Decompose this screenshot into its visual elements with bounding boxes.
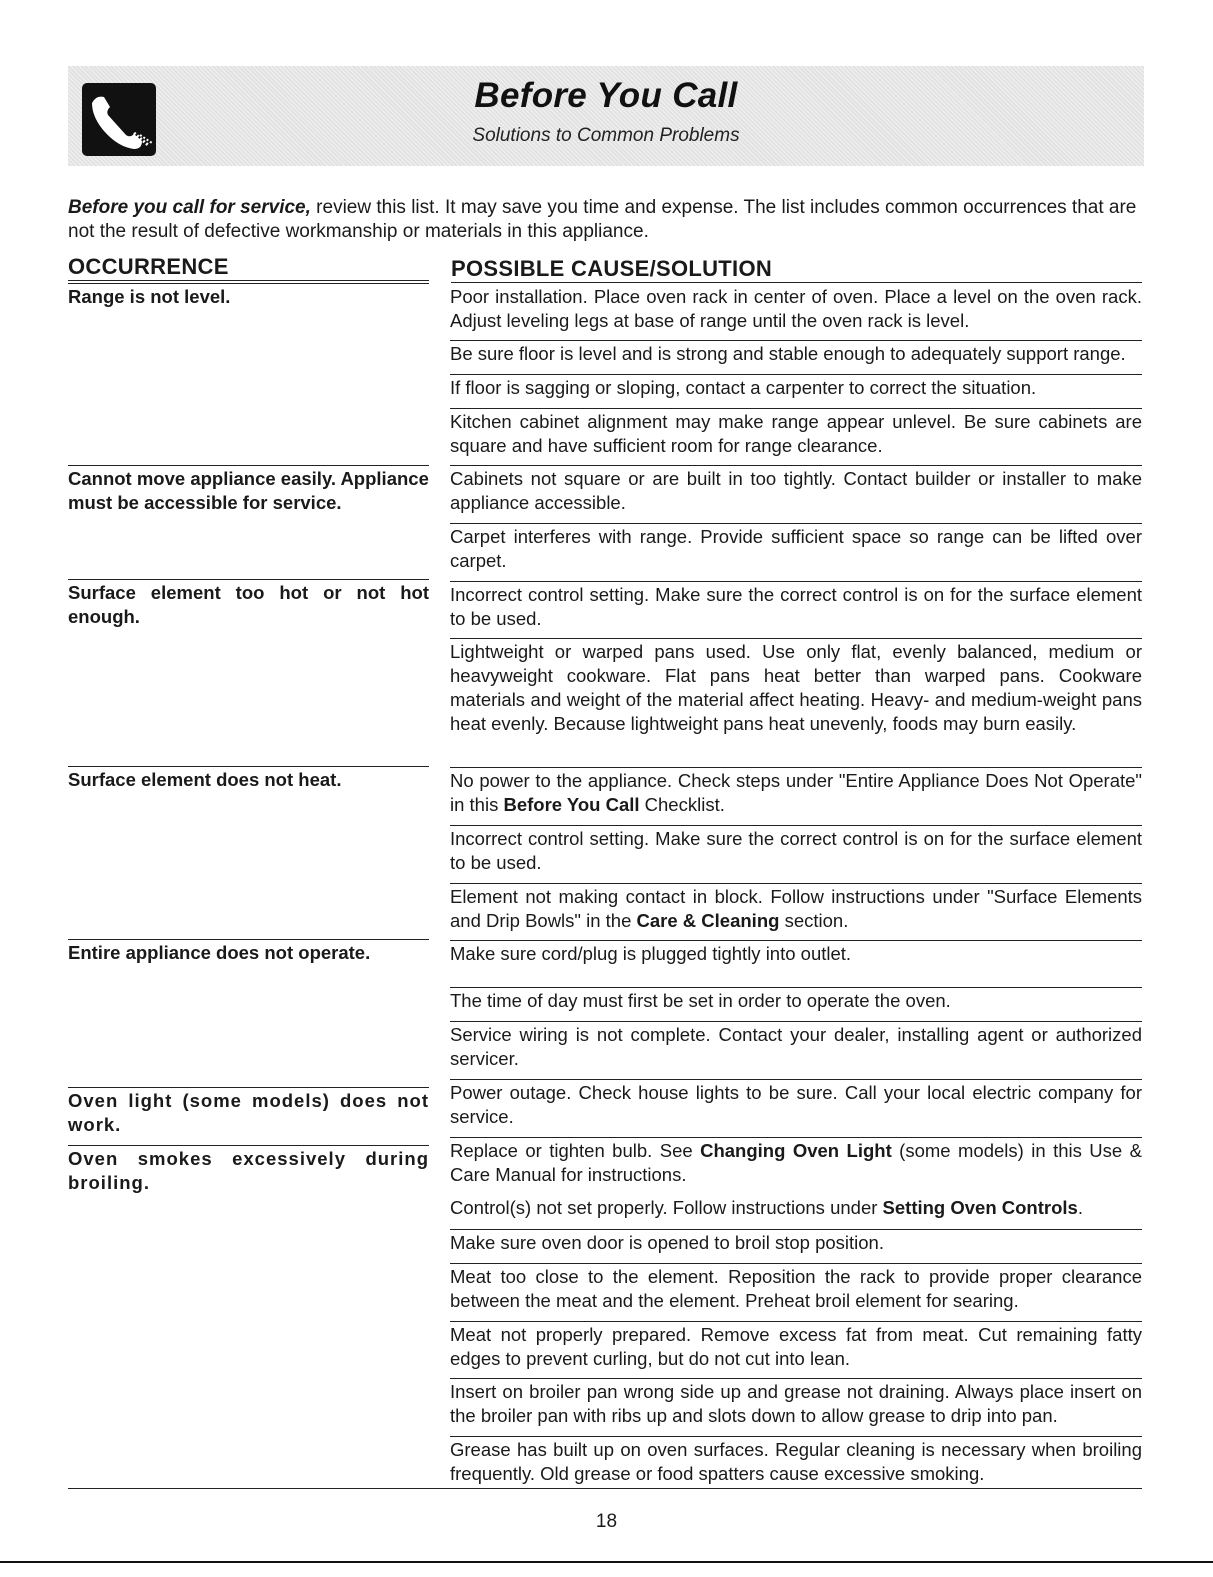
solution-heading: POSSIBLE CAUSE/SOLUTION [451, 256, 1142, 283]
solution-item: Carpet interferes with range. Provide sufficient space so range can be lifted over carpet. [450, 523, 1142, 573]
solution-item: Cabinets not square or are built in too tightly. Contact builder or installer to make appliance accessible. [450, 465, 1142, 515]
intro-text: review this list. It may save you time and expense. The list includes common occurrences that are not the result of defective workmanship or materials in this appliance. [68, 197, 1137, 242]
page-title: Before You Call [474, 76, 738, 115]
solution-item: Poor installation. Place oven rack in center of oven. Place a level on the oven rack. Adjust leveling legs at base of range until the oven rack is level. [450, 286, 1142, 331]
solution-item: Kitchen cabinet alignment may make range appear unlevel. Be sure cabinets are square and have sufficient room for range clearance. [450, 408, 1142, 458]
solution-item: Power outage. Check house lights to be sure. Call your local electric company for service. [450, 1079, 1142, 1129]
header-banner [68, 66, 1144, 166]
bottom-divider [68, 1488, 1142, 1489]
page-number: 18 [595, 1511, 618, 1532]
occurrence-oven-smokes: Oven smokes excessively during broiling. [68, 1145, 429, 1195]
solution-item: Control(s) not set properly. Follow instructions under Setting Oven Controls. [450, 1197, 1083, 1218]
occurrence-range-not-level: Range is not level. [68, 283, 429, 309]
occurrence-surface-no-heat: Surface element does not heat. [68, 766, 429, 792]
footer-divider [0, 1561, 1213, 1563]
solution-item: Make sure cord/plug is plugged tightly into outlet. [450, 940, 1142, 966]
solution-item: Insert on broiler pan wrong side up and grease not draining. Always place insert on the broiler pan with ribs up and slots down to allow grease to drip into pan. [450, 1378, 1142, 1428]
solution-item: Be sure floor is level and is strong and stable enough to adequately support range. [450, 340, 1142, 366]
occurrence-surface-hot: Surface element too hot or not hot enough. [68, 579, 429, 629]
intro-paragraph [68, 196, 1146, 244]
solution-item: Element not making contact in block. Follow instructions under "Surface Elements and Drip Bowls" in the Care & Cleaning section. [450, 883, 1142, 933]
page-subtitle: Solutions to Common Problems [472, 125, 740, 146]
solution-item: Incorrect control setting. Make sure the correct control is on for the surface element to be used. [450, 581, 1142, 631]
occurrence-oven-light: Oven light (some models) does not work. [68, 1087, 429, 1137]
solution-item: Make sure oven door is opened to broil stop position. [450, 1229, 1142, 1255]
solution-item: Service wiring is not complete. Contact your dealer, installing agent or authorized servicer. [450, 1021, 1142, 1071]
solution-item: If floor is sagging or sloping, contact a carpenter to correct the situation. [450, 374, 1142, 400]
solution-item: No power to the appliance. Check steps under "Entire Appliance Does Not Operate" in this Before You Call Checklist. [450, 767, 1142, 817]
solution-item: Replace or tighten bulb. See Changing Oven Light (some models) in this Use & Care Manual for instructions. [450, 1137, 1142, 1187]
solution-item: Incorrect control setting. Make sure the correct control is on for the surface element to be used. [450, 825, 1142, 875]
intro-lead: Before you call for service, [68, 197, 311, 218]
occurrence-heading: OCCURRENCE [68, 254, 429, 281]
occurrence-cannot-move: Cannot move appliance easily. Appliance must be accessible for service. [68, 465, 429, 515]
solution-item: Meat too close to the element. Reposition the rack to provide proper clearance between the meat and the element. Preheat broil element for searing. [450, 1263, 1142, 1313]
solution-item: The time of day must first be set in order to operate the oven. [450, 987, 1142, 1013]
solution-item: Meat not properly prepared. Remove excess fat from meat. Cut remaining fatty edges to prevent curling, but do not cut into lean. [450, 1321, 1142, 1371]
occurrence-appliance-no-operate: Entire appliance does not operate. [68, 939, 429, 965]
solution-item: Grease has built up on oven surfaces. Regular cleaning is necessary when broiling frequently. Old grease or food spatters cause excessive smoking. [450, 1436, 1142, 1486]
solution-item: Lightweight or warped pans used. Use only flat, evenly balanced, medium or heavyweight cookware. Flat pans heat better than warped pans. Cookware materials and weight of the material affect heating. Heavy- and medium-weight pans heat evenly. Because lightweight pans heat unevenly, foods may burn easily. [450, 638, 1142, 736]
